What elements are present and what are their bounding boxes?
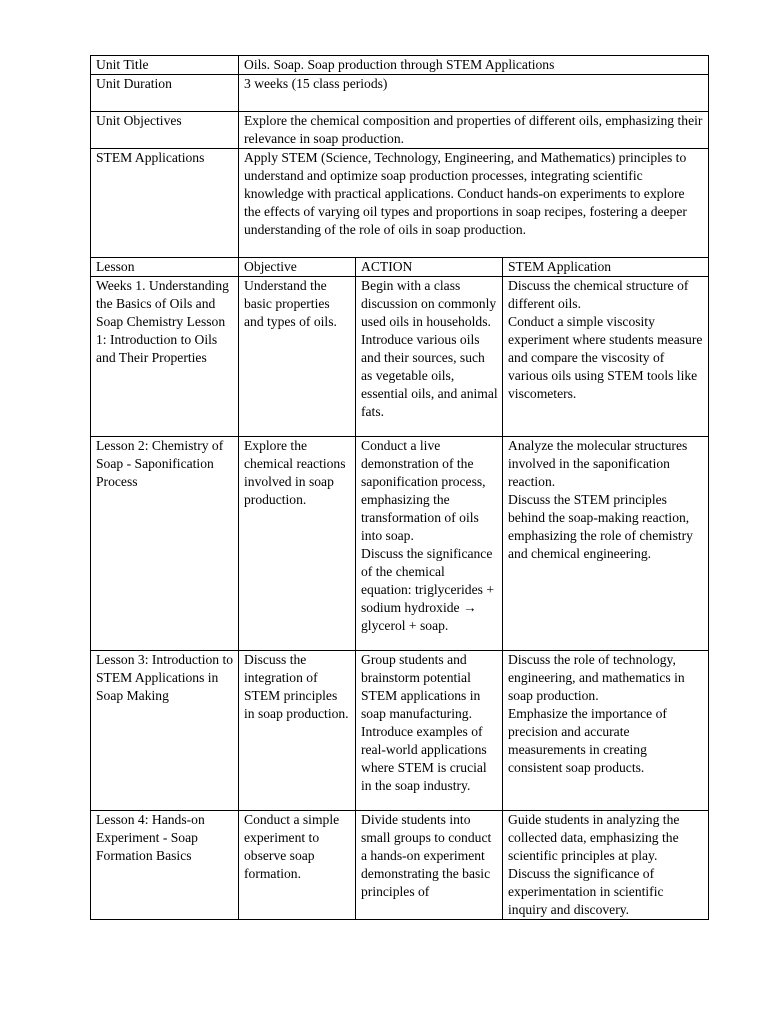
lesson-row-3 bbox=[91, 651, 709, 811]
lesson-plan-document bbox=[90, 55, 708, 920]
lesson-row-1 bbox=[91, 277, 709, 437]
unit-duration-label: Unit Duration bbox=[91, 75, 239, 112]
lesson-1-stem bbox=[503, 277, 709, 437]
lesson-2-action-part-1: Conduct a live demonstration of the saponification process, emphasizing the transformation of oils into soap. bbox=[361, 438, 486, 543]
unit-title-value: Oils. Soap. Soap production through STEM Applications bbox=[239, 56, 709, 75]
lesson-3-objective: Discuss the integration of STEM principles in soap production. bbox=[239, 651, 356, 811]
lesson-4-stem-part-2: Discuss the significance of experimentation in scientific inquiry and discovery. bbox=[508, 866, 664, 917]
header-lesson: Lesson bbox=[91, 258, 239, 277]
lesson-1-title: Weeks 1. Understanding the Basics of Oils and Soap Chemistry Lesson 1: Introduction to Oils and Their Properties bbox=[91, 277, 239, 437]
lesson-2-action bbox=[356, 437, 503, 651]
lessons-header-row bbox=[91, 258, 709, 277]
lesson-3-action-part-1: Group students and brainstorm potential STEM applications in soap manufacturing. bbox=[361, 652, 481, 721]
lesson-2-stem bbox=[503, 437, 709, 651]
header-stem-application: STEM Application bbox=[503, 258, 709, 277]
unit-title-row bbox=[91, 56, 709, 75]
lesson-3-stem-part-2: Emphasize the importance of precision and accurate measurements in creating consistent soap products. bbox=[508, 706, 667, 775]
unit-duration-value: 3 weeks (15 class periods) bbox=[239, 75, 709, 112]
lesson-1-objective: Understand the basic properties and types of oils. bbox=[239, 277, 356, 437]
unit-objectives-row bbox=[91, 112, 709, 149]
lesson-2-action-part-2: Discuss the significance of the chemical equation: triglycerides + sodium hydroxide → glycerol + soap. bbox=[361, 546, 494, 633]
lesson-4-action: Divide students into small groups to conduct a hands-on experiment demonstrating the basic principles of bbox=[356, 811, 503, 920]
lesson-row-2 bbox=[91, 437, 709, 651]
stem-applications-value: Apply STEM (Science, Technology, Engineering, and Mathematics) principles to understand and optimize soap production processes, integrating scientific knowledge with practical applications. Conduct hands-on experiments to explore the effects of varying oil types and proportions in soap recipes, fostering a deeper understanding of the role of oils in soap production. bbox=[239, 149, 709, 258]
lesson-1-stem-part-2: Conduct a simple viscosity experiment where students measure and compare the viscosity of various oils using STEM tools like viscometers. bbox=[508, 314, 703, 401]
lesson-4-objective: Conduct a simple experiment to observe soap formation. bbox=[239, 811, 356, 920]
stem-applications-label: STEM Applications bbox=[91, 149, 239, 258]
lesson-3-stem-part-1: Discuss the role of technology, engineering, and mathematics in soap production. bbox=[508, 652, 685, 703]
lesson-2-stem-part-1: Analyze the molecular structures involved in the saponification reaction. bbox=[508, 438, 688, 489]
unit-objectives-value: Explore the chemical composition and properties of different oils, emphasizing their relevance in soap production. bbox=[239, 112, 709, 149]
lesson-3-stem bbox=[503, 651, 709, 811]
lesson-3-title: Lesson 3: Introduction to STEM Applications in Soap Making bbox=[91, 651, 239, 811]
lesson-3-action bbox=[356, 651, 503, 811]
header-objective: Objective bbox=[239, 258, 356, 277]
lesson-1-action: Begin with a class discussion on commonly used oils in households. Introduce various oils and their sources, such as vegetable oils, essential oils, and animal fats. bbox=[356, 277, 503, 437]
unit-duration-row bbox=[91, 75, 709, 112]
stem-applications-row bbox=[91, 149, 709, 258]
header-action: ACTION bbox=[356, 258, 503, 277]
unit-title-label: Unit Title bbox=[91, 56, 239, 75]
lesson-row-4 bbox=[91, 811, 709, 920]
lesson-2-title: Lesson 2: Chemistry of Soap - Saponification Process bbox=[91, 437, 239, 651]
lesson-1-stem-part-1: Discuss the chemical structure of different oils. bbox=[508, 278, 689, 311]
lesson-4-title: Lesson 4: Hands-on Experiment - Soap Formation Basics bbox=[91, 811, 239, 920]
unit-plan-table bbox=[90, 55, 709, 920]
lesson-4-stem-part-1: Guide students in analyzing the collected data, emphasizing the scientific principles at play. bbox=[508, 812, 680, 863]
lesson-2-objective: Explore the chemical reactions involved in soap production. bbox=[239, 437, 356, 651]
lesson-2-stem-part-2: Discuss the STEM principles behind the soap-making reaction, emphasizing the role of chemistry and chemical engineering. bbox=[508, 492, 693, 561]
lesson-4-stem bbox=[503, 811, 709, 920]
unit-objectives-label: Unit Objectives bbox=[91, 112, 239, 149]
lesson-3-action-part-2: Introduce examples of real-world applications where STEM is crucial in the soap industry. bbox=[361, 724, 487, 793]
